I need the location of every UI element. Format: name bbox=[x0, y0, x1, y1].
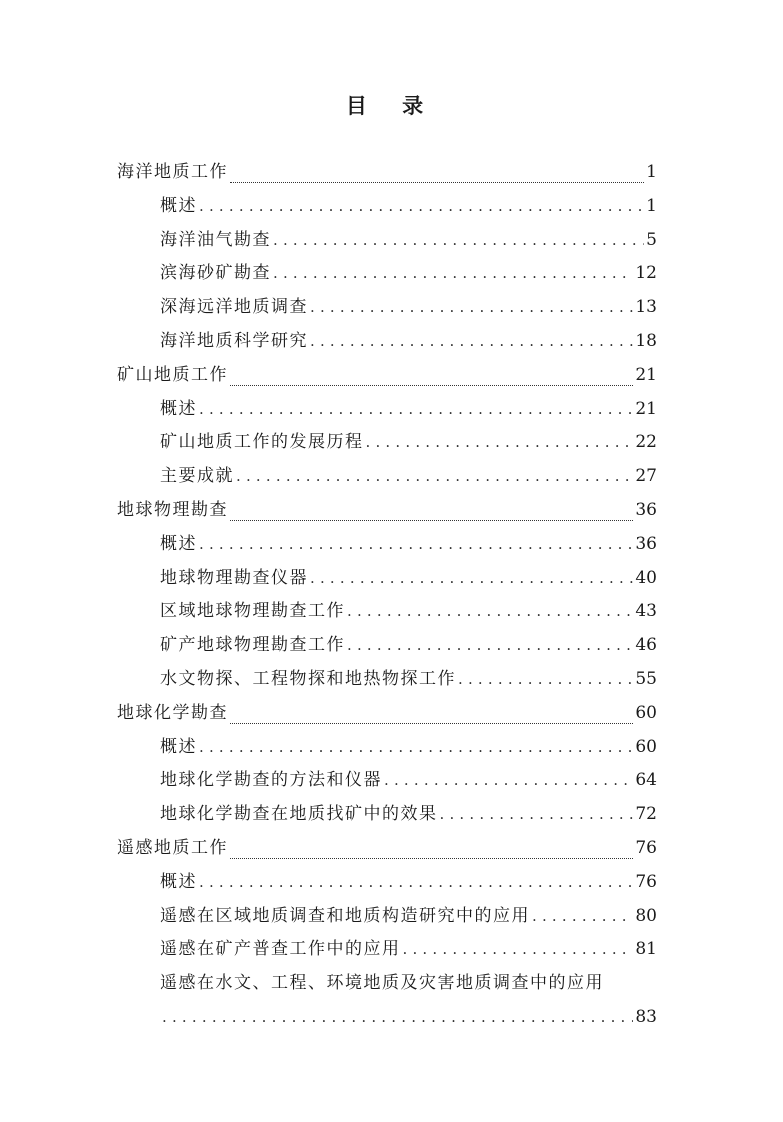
dot-leader bbox=[440, 798, 634, 832]
toc-page-number: 13 bbox=[635, 297, 657, 318]
toc-page-number: 81 bbox=[635, 939, 657, 960]
toc-section-title: 海洋油气勘查 bbox=[160, 229, 271, 250]
toc-section-entry[interactable] bbox=[117, 663, 657, 697]
toc-page-number: 18 bbox=[635, 330, 657, 351]
toc-section-entry[interactable] bbox=[117, 190, 657, 224]
dot-leader bbox=[273, 224, 644, 258]
toc-chapter-entry[interactable] bbox=[117, 359, 657, 393]
dot-leader bbox=[162, 1001, 633, 1035]
dot-leader bbox=[403, 933, 634, 967]
toc-section-title: 主要成就 bbox=[160, 466, 234, 487]
toc-page-number: 76 bbox=[635, 871, 657, 892]
toc-section-entry[interactable] bbox=[117, 426, 657, 460]
dot-leader bbox=[347, 629, 633, 663]
toc-page-number: 22 bbox=[635, 432, 657, 453]
dot-leader bbox=[199, 393, 633, 427]
toc-chapter-title: 矿山地质工作 bbox=[117, 364, 228, 385]
toc-page-number: 1 bbox=[646, 195, 657, 216]
toc-chapter-title: 遥感地质工作 bbox=[117, 837, 228, 858]
dot-leader bbox=[384, 764, 633, 798]
toc-chapter-entry[interactable] bbox=[117, 697, 657, 731]
toc-page-number: 60 bbox=[635, 736, 657, 757]
toc-section-entry[interactable] bbox=[117, 562, 657, 596]
toc-chapter-entry[interactable] bbox=[117, 494, 657, 528]
toc-section-entry[interactable] bbox=[117, 291, 657, 325]
toc-page-number: 76 bbox=[635, 837, 657, 858]
toc-chapter-title: 地球化学勘查 bbox=[117, 702, 228, 723]
toc-section-title: 概述 bbox=[160, 871, 197, 892]
dot-leader bbox=[236, 460, 633, 494]
toc-page-number: 40 bbox=[635, 567, 657, 588]
dot-leader bbox=[230, 181, 644, 183]
toc-section-title: 遥感在水文、工程、环境地质及灾害地质调查中的应用 bbox=[160, 973, 604, 994]
toc-section-title: 地球化学勘查在地质找矿中的效果 bbox=[160, 804, 438, 825]
toc-section-title: 概述 bbox=[160, 533, 197, 554]
toc-chapter-title: 地球物理勘查 bbox=[117, 499, 228, 520]
toc-section-entry[interactable] bbox=[117, 325, 657, 359]
toc-section-entry[interactable] bbox=[117, 257, 657, 291]
toc-section-entry[interactable] bbox=[117, 731, 657, 765]
toc-section-title: 地球物理勘查仪器 bbox=[160, 567, 308, 588]
toc-section-entry[interactable] bbox=[117, 528, 657, 562]
toc-page-number: 21 bbox=[635, 364, 657, 385]
toc-section-title: 水文物探、工程物探和地热物探工作 bbox=[160, 668, 456, 689]
toc-section-entry[interactable] bbox=[117, 764, 657, 798]
toc-page-number: 80 bbox=[635, 905, 657, 926]
dot-leader bbox=[230, 519, 633, 521]
toc-section-title: 遥感在矿产普查工作中的应用 bbox=[160, 939, 401, 960]
toc-section-title: 深海远洋地质调查 bbox=[160, 297, 308, 318]
toc-section-entry[interactable] bbox=[117, 933, 657, 967]
toc-page-number: 46 bbox=[635, 635, 657, 656]
dot-leader bbox=[199, 528, 633, 562]
dot-leader bbox=[199, 866, 633, 900]
toc-section-title: 概述 bbox=[160, 195, 197, 216]
toc-section-entry[interactable] bbox=[117, 595, 657, 629]
toc-page-number: 55 bbox=[635, 668, 657, 689]
toc-section-entry[interactable] bbox=[117, 798, 657, 832]
dot-leader bbox=[310, 325, 633, 359]
toc-section-entry[interactable] bbox=[117, 460, 657, 494]
toc-page-number: 27 bbox=[635, 466, 657, 487]
toc-page-number: 36 bbox=[635, 499, 657, 520]
toc-section-title: 滨海砂矿勘查 bbox=[160, 263, 271, 284]
toc-section-entry[interactable] bbox=[117, 629, 657, 663]
dot-leader bbox=[230, 857, 633, 859]
toc-page-number: 21 bbox=[635, 398, 657, 419]
toc-section-title: 矿产地球物理勘查工作 bbox=[160, 635, 345, 656]
toc-chapter-title: 海洋地质工作 bbox=[117, 162, 228, 182]
dot-leader bbox=[347, 595, 633, 629]
toc-section-title: 矿山地质工作的发展历程 bbox=[160, 432, 364, 453]
toc-section-entry[interactable] bbox=[117, 866, 657, 900]
dot-leader bbox=[273, 257, 633, 291]
dot-leader bbox=[230, 722, 633, 724]
table-of-contents bbox=[117, 156, 657, 1035]
toc-section-continuation bbox=[160, 1001, 657, 1035]
toc-page-number: 72 bbox=[635, 804, 657, 825]
dot-leader bbox=[532, 900, 633, 934]
toc-page-number: 36 bbox=[635, 533, 657, 554]
toc-section-entry[interactable] bbox=[117, 393, 657, 427]
toc-section-title: 概述 bbox=[160, 736, 197, 757]
toc-section-entry[interactable] bbox=[117, 967, 657, 1035]
toc-page-number: 12 bbox=[635, 263, 657, 284]
toc-section-entry[interactable] bbox=[117, 900, 657, 934]
toc-page-number: 1 bbox=[646, 162, 657, 182]
toc-section-title: 概述 bbox=[160, 398, 197, 419]
toc-section-title: 海洋地质科学研究 bbox=[160, 330, 308, 351]
toc-section-title: 区域地球物理勘查工作 bbox=[160, 601, 345, 622]
page-title: 目 录 bbox=[345, 94, 438, 118]
dot-leader bbox=[310, 562, 633, 596]
toc-page-number: 83 bbox=[635, 1006, 657, 1027]
dot-leader bbox=[199, 190, 644, 224]
dot-leader bbox=[230, 384, 633, 386]
toc-section-entry[interactable] bbox=[117, 224, 657, 258]
toc-section-title: 地球化学勘查的方法和仪器 bbox=[160, 770, 382, 791]
dot-leader bbox=[199, 731, 633, 765]
toc-page-number: 60 bbox=[635, 702, 657, 723]
toc-chapter-entry[interactable] bbox=[117, 832, 657, 866]
toc-page-number: 43 bbox=[635, 601, 657, 622]
toc-chapter-entry[interactable] bbox=[117, 156, 657, 190]
toc-page-number: 64 bbox=[635, 770, 657, 791]
dot-leader bbox=[366, 426, 634, 460]
dot-leader bbox=[310, 291, 633, 325]
toc-section-title: 遥感在区域地质调查和地质构造研究中的应用 bbox=[160, 905, 530, 926]
dot-leader bbox=[458, 663, 633, 697]
toc-page-number: 5 bbox=[646, 229, 657, 250]
